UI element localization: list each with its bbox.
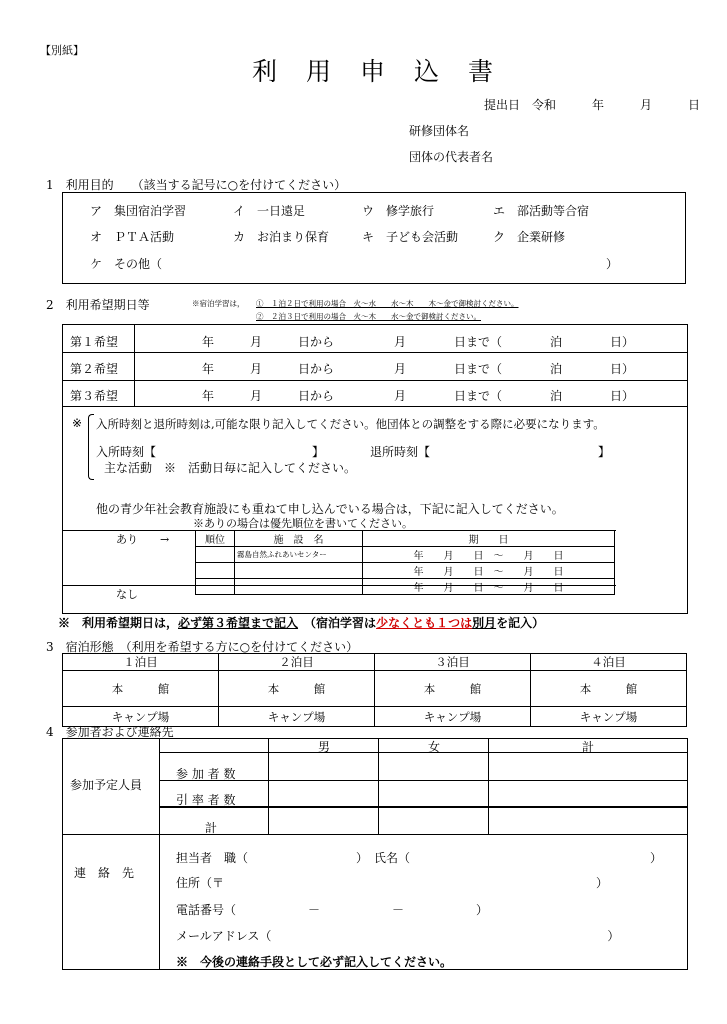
rank-cell[interactable] bbox=[196, 547, 235, 563]
note-2: ② ２泊３日で利用の場合 火～木 水～金で御検討ください。 bbox=[256, 312, 481, 321]
date-cell[interactable]: 年 月 日 ～ 月 日 bbox=[363, 579, 615, 595]
note-mark: ※ bbox=[72, 416, 83, 430]
address-field[interactable]: 住所（〒 bbox=[176, 876, 225, 890]
section1-heading: 1 利用目的 （該当する記号に○を付けてください） bbox=[46, 178, 347, 192]
time-note: 入所時刻と退所時刻は,可能な限り記入してください。他団体との調整をする際に必要になります。 bbox=[96, 417, 605, 431]
purpose-option[interactable]: エ 部活動等合宿 bbox=[493, 204, 590, 218]
page-title: 利 用 申 込 書 bbox=[252, 57, 496, 86]
note-1: ① １泊２日で利用の場合 火～水 水～木 木～金で御検討ください。 bbox=[256, 299, 519, 308]
facility-name-cell[interactable] bbox=[235, 579, 363, 595]
female-header: 女 bbox=[428, 740, 441, 754]
purpose-option[interactable]: ウ 修学旅行 bbox=[362, 204, 435, 218]
night-header: ３泊目 bbox=[375, 654, 531, 671]
choice-1-label: 第１希望 bbox=[70, 335, 119, 349]
honkan-option[interactable]: 本 館 bbox=[63, 671, 219, 707]
priority-note: ※ありの場合は優先順位を書いてください。 bbox=[193, 517, 413, 530]
rank-cell[interactable] bbox=[196, 563, 235, 579]
purpose-option[interactable]: イ 一日遠足 bbox=[233, 204, 306, 218]
honkan-option[interactable]: 本 館 bbox=[531, 671, 687, 707]
purpose-option[interactable]: カ お泊まり保育 bbox=[233, 230, 330, 244]
night-header: １泊目 bbox=[63, 654, 219, 671]
section4-heading: 4 参加者および連絡先 bbox=[46, 725, 174, 739]
bracket bbox=[88, 414, 94, 480]
choice-3-dates[interactable]: 年 月 日から 月 日まで（ 泊 日） bbox=[202, 389, 635, 403]
checkin-field[interactable]: 入所時刻【 】 bbox=[96, 445, 325, 459]
required-note: ※ 今後の連絡手段として必ず記入してください。 bbox=[176, 955, 453, 969]
checkout-field[interactable]: 退所時刻【 】 bbox=[370, 445, 611, 459]
org-name-label: 研修団体名 bbox=[409, 124, 470, 138]
other-facility-table bbox=[195, 530, 615, 595]
facility-name-cell[interactable] bbox=[235, 563, 363, 579]
purpose-option[interactable]: ア 集団宿泊学習 bbox=[90, 204, 187, 218]
choice-2-label: 第２希望 bbox=[70, 362, 119, 376]
other-facility-note: 他の青少年社会教育施設にも重ねて申し込んでいる場合は，下記に記入してください。 bbox=[96, 502, 564, 516]
representative-label: 団体の代表者名 bbox=[409, 150, 494, 164]
header-date: 期 日 bbox=[363, 531, 615, 547]
email-field[interactable]: メールアドレス（ ） bbox=[176, 929, 620, 943]
contact-person-field[interactable]: 担当者 職（ ） 氏名（ ） bbox=[176, 851, 663, 865]
purpose-option[interactable]: キ 子ども会活動 bbox=[362, 230, 459, 244]
total-header: 計 bbox=[582, 740, 595, 754]
facility-name-cell: 霧島自然ふれあいセンター bbox=[235, 547, 363, 563]
main-activity[interactable]: 主な活動 ※ 活動日毎に記入してください。 bbox=[104, 461, 357, 475]
rank-cell[interactable] bbox=[196, 579, 235, 595]
camp-option[interactable]: キャンプ場 bbox=[63, 707, 219, 727]
attachment-tag: 【別紙】 bbox=[40, 44, 84, 57]
planned-label: 参加予定人員 bbox=[70, 778, 143, 792]
purpose-option[interactable]: ク 企業研修 bbox=[493, 230, 566, 244]
honkan-option[interactable]: 本 館 bbox=[219, 671, 375, 707]
section2-heading: 2 利用希望期日等 bbox=[46, 298, 150, 312]
night-header: ４泊目 bbox=[531, 654, 687, 671]
phone-field[interactable]: 電話番号（ － － ） bbox=[176, 903, 489, 917]
purpose-option[interactable]: オ ＰＴＡ活動 bbox=[90, 230, 175, 244]
date-cell[interactable]: 年 月 日 ～ 月 日 bbox=[363, 563, 615, 579]
header-rank: 順位 bbox=[196, 531, 235, 547]
total-row-label: 計 bbox=[205, 821, 218, 835]
choice-2-dates[interactable]: 年 月 日から 月 日まで（ 泊 日） bbox=[202, 362, 635, 376]
participant-count-label: 参 加 者 数 bbox=[176, 767, 236, 781]
chaperone-count-label: 引 率 者 数 bbox=[176, 793, 236, 807]
male-header: 男 bbox=[318, 740, 331, 754]
date-cell[interactable]: 年 月 日 ～ 月 日 bbox=[363, 547, 615, 563]
camp-option[interactable]: キャンプ場 bbox=[375, 707, 531, 727]
dates-footer-note: ※ 利用希望期日は，必ず第３希望まで記入 （宿泊学習は少なくとも１つは別月を記入） bbox=[58, 616, 545, 630]
choice-3-label: 第３希望 bbox=[70, 389, 119, 403]
yes-label[interactable]: あり → bbox=[116, 533, 170, 546]
submit-date: 提出日 令和 年 月 日 bbox=[484, 98, 701, 112]
address-close: ） bbox=[596, 876, 609, 890]
camp-option[interactable]: キャンプ場 bbox=[219, 707, 375, 727]
no-label[interactable]: なし bbox=[116, 588, 138, 601]
camp-option[interactable]: キャンプ場 bbox=[531, 707, 687, 727]
section3-heading: 3 宿泊形態 （利用を希望する方に○を付けてください） bbox=[46, 640, 359, 654]
purpose-other[interactable]: ケ その他（ bbox=[90, 257, 163, 271]
contact-label: 連 絡 先 bbox=[74, 866, 135, 880]
note-lead: ※宿泊学習は， bbox=[192, 299, 245, 308]
lodging-table bbox=[62, 653, 687, 727]
purpose-other-close: ） bbox=[606, 257, 619, 271]
honkan-option[interactable]: 本 館 bbox=[375, 671, 531, 707]
choice-1-dates[interactable]: 年 月 日から 月 日まで（ 泊 日） bbox=[202, 335, 635, 349]
night-header: ２泊目 bbox=[219, 654, 375, 671]
header-facility: 施 設 名 bbox=[235, 531, 363, 547]
